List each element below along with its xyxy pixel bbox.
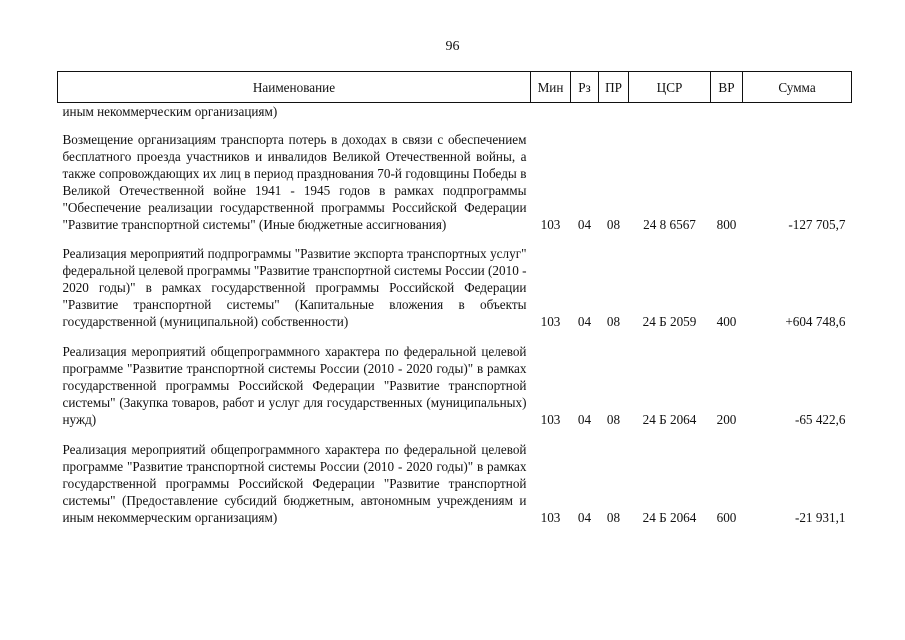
row-min: 103 [540,510,561,525]
row-csr: 24 8 6567 [643,217,696,232]
table-header [58,72,852,103]
row-csr: 24 Б 2059 [642,314,697,329]
table-row [58,233,852,330]
row-name: Реализация мероприятий общепрограммного характера по федеральной целевой программе "Развитие транспортной системы России (2010 - 2020 годы)" в рамках государственной программы Российской Федерации "Развитие транспортной системы" (Предоставление субсидий бюджетным, автономным учреждениям и иным некоммерческим организациям) [62,442,527,525]
table-row [58,428,852,526]
row-name: Реализация мероприятий общепрограммного характера по федеральной целевой программе "Развитие транспортной системы России (2010 - 2020 годы)" в рамках государственной программы Российской Федерации "Развитие транспортной системы" (Закупка товаров, работ и услуг для государственных (муниципальных) нужд) [62,344,527,427]
row-min: 103 [540,412,561,427]
header-name: Наименование [58,72,531,103]
row-pr: 08 [606,217,621,232]
row-sum: -127 705,7 [788,217,846,232]
page-number: 96 [445,39,460,54]
row-vr: 200 [716,412,737,427]
row-vr: 800 [716,217,737,232]
row-min: 103 [540,217,561,232]
row-vr: 400 [716,314,737,329]
row-name: Реализация мероприятий подпрограммы "Развитие экспорта транспортных услуг" федеральной целевой программы "Развитие транспортной системы России (2010 - 2020 годы)" в рамках государственной программы Российской Федерации "Развитие транспортной системы" (Капитальные вложения в объекты государственной (муниципальной) собственности) [62,246,527,329]
row-pr: 08 [606,412,621,427]
row-name: Возмещение организациям транспорта потерь в доходах в связи с обеспечением бесплатного проезда участников и инвалидов Великой Отечественной войны, а также сопровождающих их лиц в период празднования 70-й годовщины Победы в Великой Отечественной войне 1941 - 1945 годов в рамках подпрограммы "Обеспечение реализации государственной программы Российской Федерации "Развитие транспортной системы" (Иные бюджетные ассигнования) [62,132,527,232]
continuation-text: иным некоммерческим организациям) [62,104,278,119]
row-sum: -65 422,6 [794,412,846,427]
row-rz: 04 [577,217,592,232]
row-rz: 04 [577,510,592,525]
row-rz: 04 [577,314,592,329]
continuation-row [58,103,852,120]
budget-table [57,71,852,526]
header-vr: ВР [711,72,743,103]
table-row [58,330,852,428]
table-body [58,103,852,527]
header-row [58,72,852,103]
row-min: 103 [540,314,561,329]
header-rz: Рз [571,72,599,103]
header-pr: ПР [599,72,629,103]
row-vr: 600 [716,510,737,525]
table-row [58,119,852,233]
row-csr: 24 Б 2064 [642,412,697,427]
row-csr: 24 Б 2064 [642,510,697,525]
header-sum: Сумма [743,72,852,103]
row-sum: +604 748,6 [785,314,846,329]
row-rz: 04 [577,412,592,427]
row-sum: -21 931,1 [794,510,846,525]
header-min: Мин [531,72,571,103]
row-pr: 08 [606,314,621,329]
row-pr: 08 [606,510,621,525]
header-csr: ЦСР [629,72,711,103]
